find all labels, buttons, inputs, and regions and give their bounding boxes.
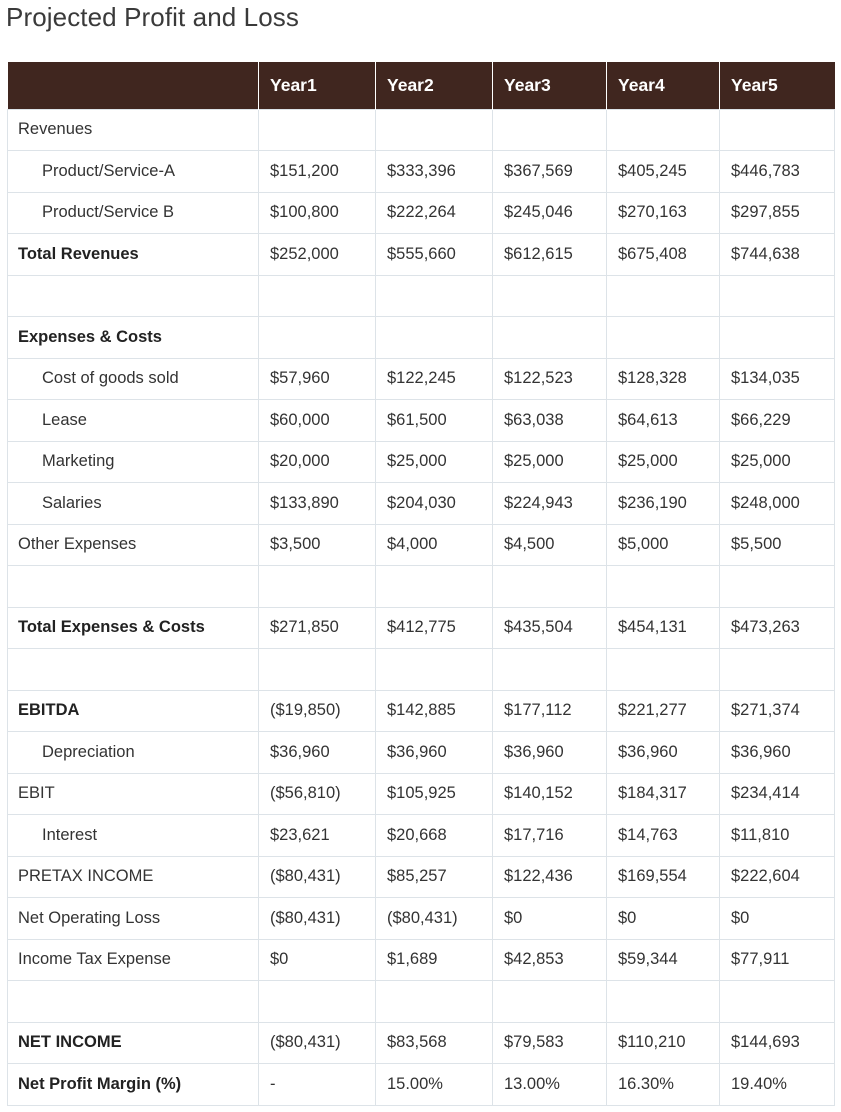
value-cell: $473,263	[720, 607, 835, 649]
value-cell: $25,000	[720, 441, 835, 483]
value-cell	[720, 317, 835, 359]
value-cell: $3,500	[259, 524, 376, 566]
row-label: Lease	[8, 400, 259, 442]
row-cost-of-goods-sold	[8, 358, 835, 400]
value-cell: $222,604	[720, 856, 835, 898]
row-label: Product/Service-A	[8, 151, 259, 193]
row-label: Depreciation	[8, 732, 259, 774]
value-cell: $77,911	[720, 939, 835, 981]
value-cell: $122,245	[376, 358, 493, 400]
value-cell: $221,277	[607, 690, 720, 732]
row-label: Total Expenses & Costs	[8, 607, 259, 649]
value-cell: $122,436	[493, 856, 607, 898]
value-cell: $36,960	[607, 732, 720, 774]
value-cell: 19.40%	[720, 1064, 835, 1106]
row-total-expenses-costs	[8, 607, 835, 649]
value-cell	[720, 981, 835, 1023]
row-label: Net Profit Margin (%)	[8, 1064, 259, 1106]
value-cell: $133,890	[259, 483, 376, 525]
value-cell: $64,613	[607, 400, 720, 442]
value-cell: $20,000	[259, 441, 376, 483]
header-label-cell	[8, 62, 259, 109]
value-cell: $79,583	[493, 1022, 607, 1064]
value-cell	[259, 275, 376, 317]
row-label: Interest	[8, 815, 259, 857]
value-cell	[493, 566, 607, 608]
value-cell	[493, 981, 607, 1023]
value-cell	[376, 109, 493, 151]
value-cell	[607, 317, 720, 359]
value-cell: $66,229	[720, 400, 835, 442]
value-cell: $177,112	[493, 690, 607, 732]
value-cell: $184,317	[607, 773, 720, 815]
row-label: Other Expenses	[8, 524, 259, 566]
value-cell: $63,038	[493, 400, 607, 442]
value-cell: $17,716	[493, 815, 607, 857]
row-product-service-a	[8, 151, 835, 193]
value-cell	[607, 566, 720, 608]
value-cell: $85,257	[376, 856, 493, 898]
value-cell	[259, 109, 376, 151]
value-cell	[376, 566, 493, 608]
value-cell: $36,960	[720, 732, 835, 774]
value-cell	[493, 275, 607, 317]
row-net-profit-margin	[8, 1064, 835, 1106]
row-depreciation	[8, 732, 835, 774]
header-year-4: Year4	[607, 62, 720, 109]
row-pretax-income	[8, 856, 835, 898]
header-year-2: Year2	[376, 62, 493, 109]
row-label: Marketing	[8, 441, 259, 483]
value-cell: $454,131	[607, 607, 720, 649]
value-cell: $0	[493, 898, 607, 940]
row-label	[8, 566, 259, 608]
value-cell: $0	[607, 898, 720, 940]
value-cell: $333,396	[376, 151, 493, 193]
row-label: Income Tax Expense	[8, 939, 259, 981]
value-cell: $675,408	[607, 234, 720, 276]
value-cell: $555,660	[376, 234, 493, 276]
value-cell: $612,615	[493, 234, 607, 276]
value-cell: $144,693	[720, 1022, 835, 1064]
value-cell: $234,414	[720, 773, 835, 815]
value-cell: $57,960	[259, 358, 376, 400]
row-interest	[8, 815, 835, 857]
value-cell: ($19,850)	[259, 690, 376, 732]
value-cell: $42,853	[493, 939, 607, 981]
row-product-service-b	[8, 192, 835, 234]
value-cell	[607, 649, 720, 691]
value-cell	[720, 566, 835, 608]
value-cell: $5,000	[607, 524, 720, 566]
value-cell: $25,000	[376, 441, 493, 483]
value-cell	[720, 649, 835, 691]
value-cell: $405,245	[607, 151, 720, 193]
value-cell: $14,763	[607, 815, 720, 857]
row-other-expenses	[8, 524, 835, 566]
value-cell: $270,163	[607, 192, 720, 234]
value-cell	[376, 275, 493, 317]
value-cell: $271,850	[259, 607, 376, 649]
table-body	[8, 109, 835, 1105]
value-cell	[720, 109, 835, 151]
value-cell	[259, 566, 376, 608]
row-ebit	[8, 773, 835, 815]
row-label	[8, 981, 259, 1023]
value-cell: $224,943	[493, 483, 607, 525]
row-marketing	[8, 441, 835, 483]
value-cell: $744,638	[720, 234, 835, 276]
value-cell: $151,200	[259, 151, 376, 193]
value-cell: $297,855	[720, 192, 835, 234]
value-cell: $59,344	[607, 939, 720, 981]
value-cell: $271,374	[720, 690, 835, 732]
table-header	[8, 62, 835, 109]
value-cell	[607, 981, 720, 1023]
value-cell: $134,035	[720, 358, 835, 400]
value-cell: $110,210	[607, 1022, 720, 1064]
row-expenses-costs	[8, 317, 835, 359]
row-salaries	[8, 483, 835, 525]
row-label: Expenses & Costs	[8, 317, 259, 359]
row-spacer	[8, 566, 835, 608]
value-cell	[259, 981, 376, 1023]
value-cell: $100,800	[259, 192, 376, 234]
header-year-5: Year5	[720, 62, 835, 109]
value-cell	[607, 109, 720, 151]
value-cell: $142,885	[376, 690, 493, 732]
value-cell: $83,568	[376, 1022, 493, 1064]
row-ebitda	[8, 690, 835, 732]
row-net-operating-loss	[8, 898, 835, 940]
value-cell: ($80,431)	[376, 898, 493, 940]
value-cell: -	[259, 1064, 376, 1106]
value-cell: $128,328	[607, 358, 720, 400]
value-cell: $140,152	[493, 773, 607, 815]
row-label: Salaries	[8, 483, 259, 525]
row-label: Net Operating Loss	[8, 898, 259, 940]
value-cell	[493, 649, 607, 691]
value-cell: $367,569	[493, 151, 607, 193]
value-cell: $252,000	[259, 234, 376, 276]
value-cell: $0	[720, 898, 835, 940]
header-year-3: Year3	[493, 62, 607, 109]
row-income-tax-expense	[8, 939, 835, 981]
row-spacer	[8, 275, 835, 317]
row-label: Product/Service B	[8, 192, 259, 234]
value-cell	[607, 275, 720, 317]
value-cell: $435,504	[493, 607, 607, 649]
value-cell: ($80,431)	[259, 898, 376, 940]
value-cell	[376, 649, 493, 691]
page-title: Projected Profit and Loss	[6, 2, 299, 32]
value-cell: 13.00%	[493, 1064, 607, 1106]
value-cell: $204,030	[376, 483, 493, 525]
value-cell: $169,554	[607, 856, 720, 898]
row-spacer	[8, 981, 835, 1023]
row-label: Cost of goods sold	[8, 358, 259, 400]
value-cell: $248,000	[720, 483, 835, 525]
row-label: PRETAX INCOME	[8, 856, 259, 898]
value-cell: $25,000	[493, 441, 607, 483]
value-cell: $105,925	[376, 773, 493, 815]
value-cell: $0	[259, 939, 376, 981]
value-cell: $60,000	[259, 400, 376, 442]
header-row	[8, 62, 835, 109]
row-label	[8, 275, 259, 317]
row-label: NET INCOME	[8, 1022, 259, 1064]
value-cell	[259, 317, 376, 359]
row-spacer	[8, 649, 835, 691]
profit-loss-table	[7, 62, 835, 1106]
value-cell: $4,000	[376, 524, 493, 566]
row-label: Revenues	[8, 109, 259, 151]
value-cell: 16.30%	[607, 1064, 720, 1106]
value-cell: 15.00%	[376, 1064, 493, 1106]
value-cell: $20,668	[376, 815, 493, 857]
row-label: Total Revenues	[8, 234, 259, 276]
row-revenues	[8, 109, 835, 151]
value-cell	[376, 981, 493, 1023]
value-cell: $36,960	[376, 732, 493, 774]
value-cell: $23,621	[259, 815, 376, 857]
value-cell: $4,500	[493, 524, 607, 566]
value-cell: $245,046	[493, 192, 607, 234]
value-cell: ($80,431)	[259, 856, 376, 898]
value-cell: $36,960	[259, 732, 376, 774]
row-label: EBIT	[8, 773, 259, 815]
row-label	[8, 649, 259, 691]
row-net-income	[8, 1022, 835, 1064]
value-cell: $36,960	[493, 732, 607, 774]
value-cell: ($56,810)	[259, 773, 376, 815]
value-cell	[720, 275, 835, 317]
value-cell: $122,523	[493, 358, 607, 400]
value-cell	[259, 649, 376, 691]
value-cell	[493, 317, 607, 359]
row-total-revenues	[8, 234, 835, 276]
value-cell	[493, 109, 607, 151]
value-cell: $412,775	[376, 607, 493, 649]
value-cell: $222,264	[376, 192, 493, 234]
row-lease	[8, 400, 835, 442]
value-cell: $61,500	[376, 400, 493, 442]
value-cell: $5,500	[720, 524, 835, 566]
header-year-1: Year1	[259, 62, 376, 109]
value-cell: ($80,431)	[259, 1022, 376, 1064]
value-cell: $25,000	[607, 441, 720, 483]
row-label: EBITDA	[8, 690, 259, 732]
value-cell: $446,783	[720, 151, 835, 193]
value-cell: $11,810	[720, 815, 835, 857]
value-cell	[376, 317, 493, 359]
value-cell: $236,190	[607, 483, 720, 525]
value-cell: $1,689	[376, 939, 493, 981]
